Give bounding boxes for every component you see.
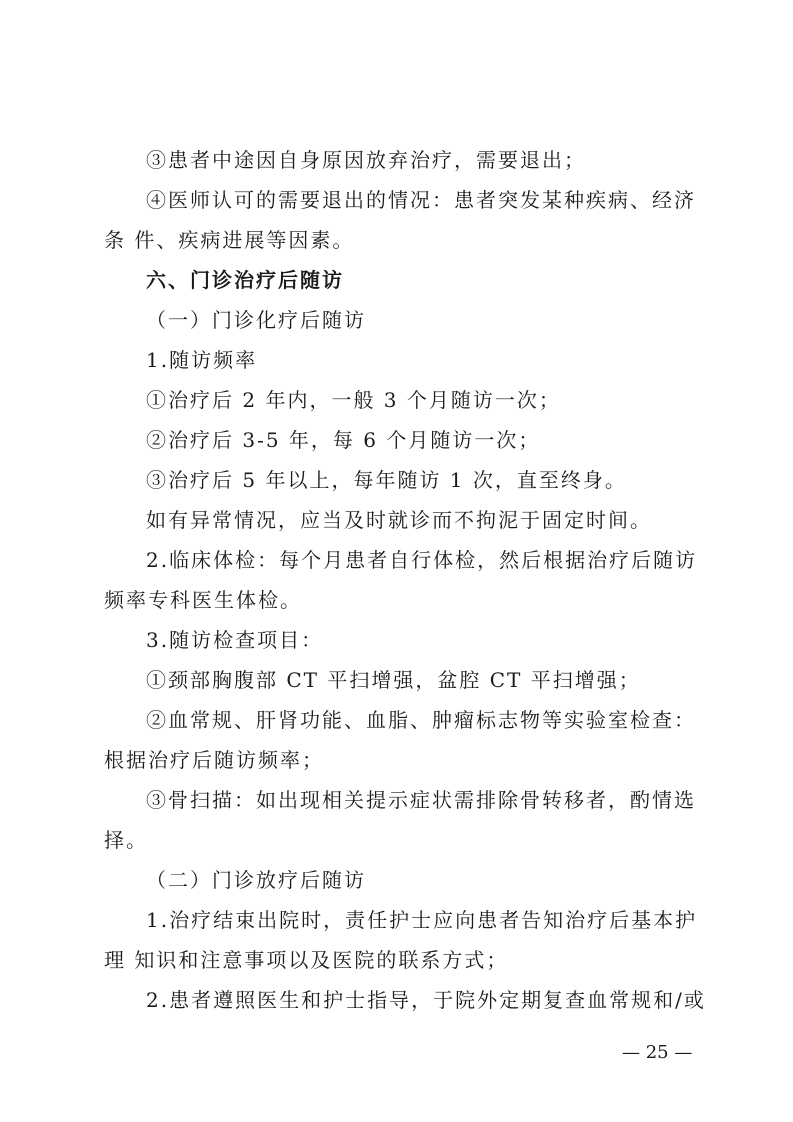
paragraph-withdraw-4: ④医师认可的需要退出的情况：患者突发某种疾病、经济 (146, 188, 696, 212)
item-check-2: ②血常规、肝肾功能、血脂、肿瘤标志物等实验室检查： (146, 708, 696, 732)
page-number: — 25 — (622, 1042, 693, 1063)
item-discharge: 1.治疗结束出院时，责任护士应向患者告知治疗后基本护 (146, 908, 698, 932)
item-check-items: 3.随访检查项目： (146, 628, 324, 652)
subsection-heading-radio-followup: （二）门诊放疗后随访 (146, 868, 366, 892)
item-check-1: ①颈部胸腹部 CT 平扫增强，盆腔 CT 平扫增强； (146, 668, 641, 692)
item-check-2-cont: 根据治疗后随访频率； (104, 748, 324, 772)
paragraph-withdraw-4-cont: 条 件、疾病进展等因素。 (104, 228, 355, 252)
item-frequency-1: ①治疗后 2 年内，一般 3 个月随访一次； (146, 388, 561, 412)
item-check-3-cont: 择。 (104, 828, 148, 852)
item-patient-recheck: 2.患者遵照医生和护士指导，于院外定期复查血常规和/或 (146, 988, 706, 1012)
paragraph-abnormal-note: 如有异常情况，应当及时就诊而不拘泥于固定时间。 (146, 508, 652, 532)
item-clinical-exam-cont: 频率专科医生体检。 (104, 588, 302, 612)
paragraph-withdraw-3: ③患者中途因自身原因放弃治疗，需要退出； (146, 148, 586, 172)
document-body (104, 140, 706, 1020)
item-clinical-exam: 2.临床体检：每个月患者自行体检，然后根据治疗后随访 (146, 548, 698, 572)
item-check-3: ③骨扫描：如出现相关提示症状需排除骨转移者，酌情选 (146, 788, 696, 812)
item-frequency-3: ③治疗后 5 年以上，每年随访 1 次，直至终身。 (146, 468, 627, 492)
section-heading-followup: 六、门诊治疗后随访 (146, 268, 344, 292)
subsection-heading-chemo-followup: （一）门诊化疗后随访 (146, 308, 366, 332)
item-discharge-cont: 理 知识和注意事项以及医院的联系方式； (104, 948, 509, 972)
item-followup-frequency: 1.随访频率 (146, 348, 258, 372)
item-frequency-2: ②治疗后 3-5 年，每 6 个月随访一次； (146, 428, 541, 452)
